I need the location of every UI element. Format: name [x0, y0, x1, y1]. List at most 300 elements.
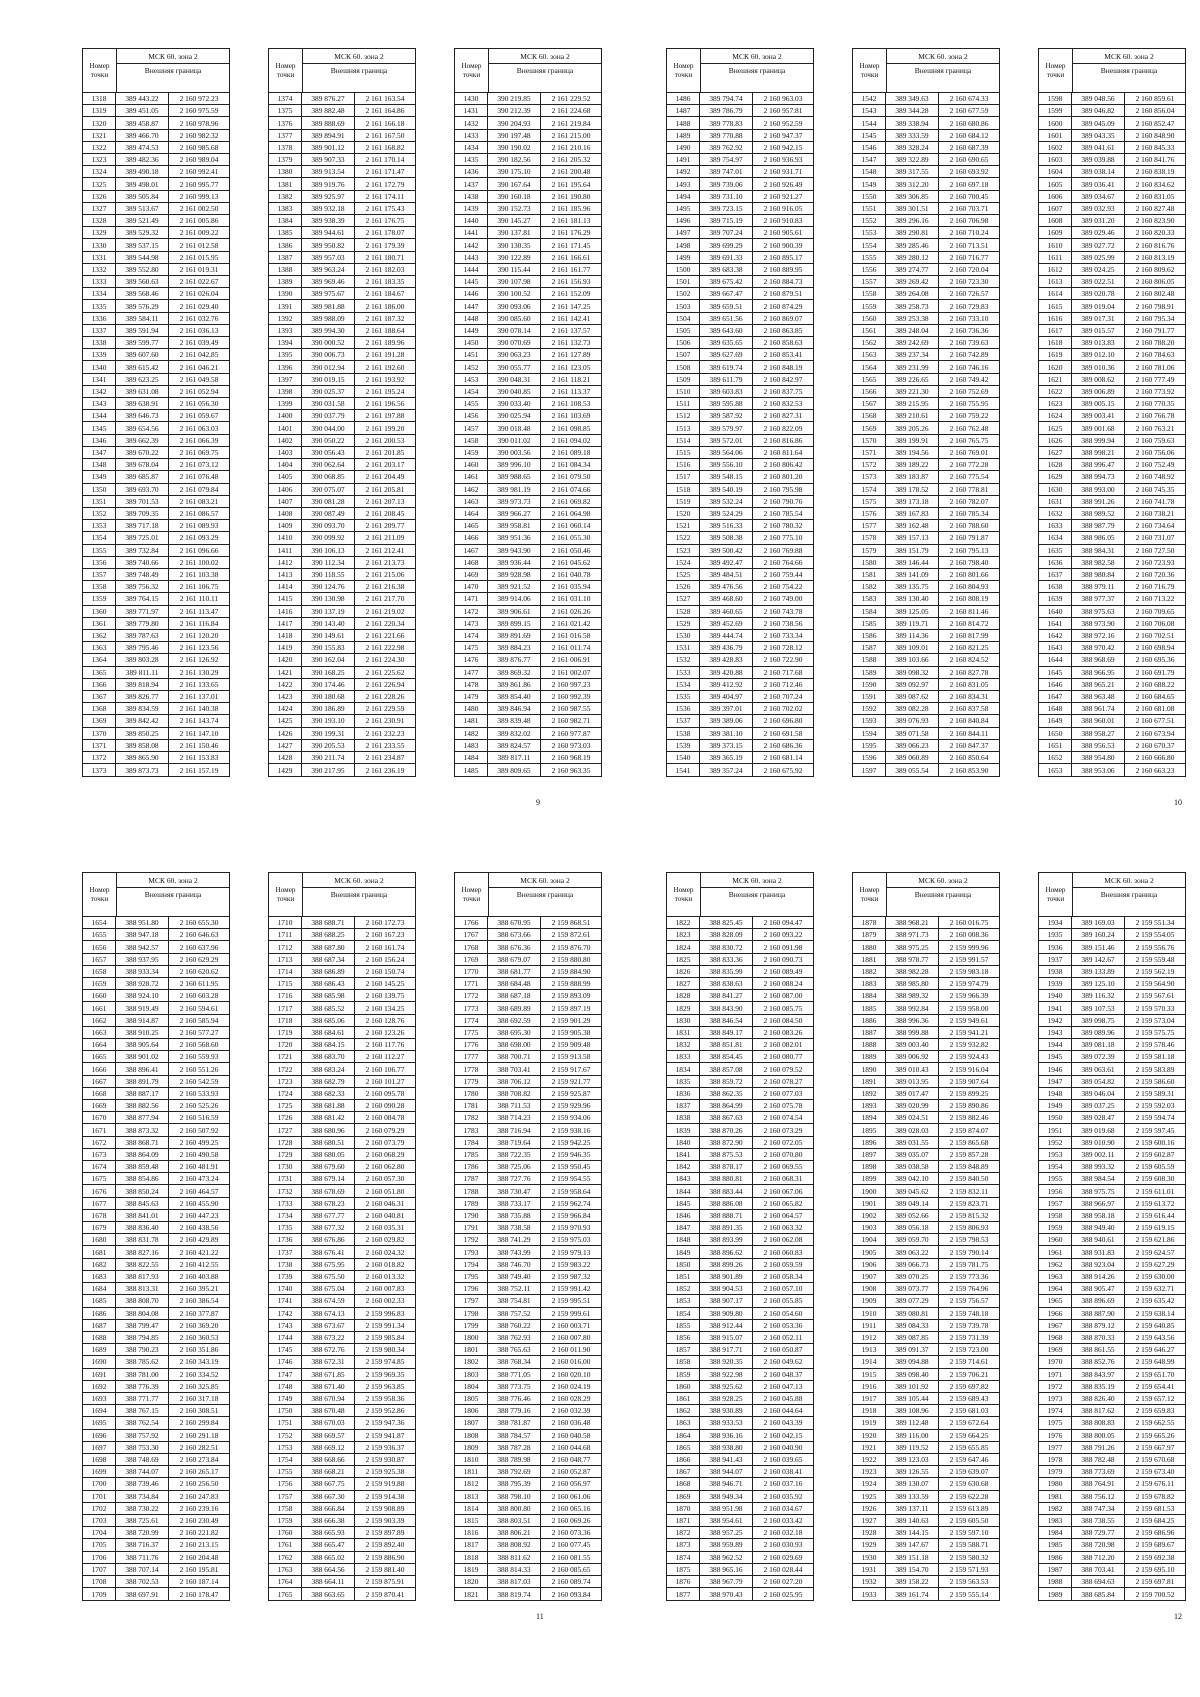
- table-row: [853, 313, 999, 325]
- coordinate-y: 2 159 929.96: [551, 1101, 591, 1111]
- table-row: [1039, 1027, 1185, 1039]
- coordinate-x: 388 748.69: [116, 1454, 169, 1465]
- coordinate-y: 2 161 213.73: [365, 557, 405, 567]
- coordinate-x: 389 811.11: [116, 667, 169, 678]
- coordinate-x: 389 025.99: [1072, 252, 1125, 263]
- coordinate-x: 388 833.36: [700, 954, 753, 965]
- point-number: 1955: [1039, 1173, 1072, 1184]
- coordinate-table: [268, 48, 416, 777]
- point-number: 1598: [1039, 93, 1072, 104]
- point-number: 1740: [269, 1283, 302, 1294]
- point-number: 1913: [853, 1344, 886, 1355]
- coordinate-y: 2 160 273.84: [179, 1455, 219, 1465]
- coordinate-x: 388 795.39: [488, 1478, 541, 1489]
- point-number: 1799: [455, 1320, 488, 1331]
- coordinate-x: 388 973.90: [1072, 618, 1125, 629]
- coordinate-y: 2 160 985.68: [179, 142, 219, 152]
- coordinate-x: 390 186.89: [302, 703, 355, 714]
- table-row: [1039, 1100, 1185, 1112]
- coordinate-x: 388 971.73: [886, 929, 939, 940]
- coordinate-x: 388 963.48: [1072, 691, 1125, 702]
- coordinate-x: 388 996.47: [1072, 459, 1125, 470]
- coordinate-x: 389 943.90: [488, 545, 541, 556]
- table-row: [667, 1539, 813, 1551]
- table-row: [83, 618, 229, 630]
- coordinate-y: 2 161 163.54: [365, 94, 405, 104]
- coordinate-y: 2 161 230.91: [365, 716, 405, 726]
- coordinate-x: 388 687.34: [302, 954, 355, 965]
- point-number: 1450: [455, 337, 488, 348]
- point-number: 1499: [667, 252, 700, 263]
- coordinate-x: 389 709.35: [116, 508, 169, 519]
- coordinate-x: 389 638.91: [116, 398, 169, 409]
- point-number: 1890: [853, 1063, 886, 1074]
- coordinate-x: 389 135.75: [886, 581, 939, 592]
- coordinate-y: 2 161 113.47: [179, 606, 219, 616]
- coordinate-x: 388 722.35: [488, 1149, 541, 1160]
- coordinate-x: 388 685.98: [302, 990, 355, 1001]
- coordinate-y: 2 161 108.53: [551, 399, 591, 409]
- point-number: 1660: [83, 990, 116, 1001]
- coordinate-x: 390 093.70: [302, 520, 355, 531]
- coordinate-x: 389 123.03: [886, 1454, 939, 1465]
- coordinate-y: 2 160 106.77: [365, 1064, 405, 1074]
- point-number: 1950: [1039, 1112, 1072, 1123]
- point-number: 1795: [455, 1271, 488, 1282]
- coordinate-y: 2 159 681.53: [1135, 1503, 1175, 1513]
- point-number: 1668: [83, 1088, 116, 1099]
- coordinate-x: 388 757.52: [488, 1308, 541, 1319]
- coordinate-x: 389 701.53: [116, 496, 169, 507]
- coordinate-x: 389 087.85: [886, 1332, 939, 1343]
- coordinate-y: 2 160 084.78: [365, 1113, 405, 1123]
- coordinate-x: 389 809.65: [488, 764, 541, 776]
- point-number: 1627: [1039, 447, 1072, 458]
- point-number: 1986: [1039, 1552, 1072, 1563]
- point-number: 1603: [1039, 154, 1072, 165]
- coordinate-x: 388 893.99: [700, 1234, 753, 1245]
- table-row: [269, 154, 415, 166]
- point-number: 1346: [83, 435, 116, 446]
- coordinate-y: 2 160 077.03: [763, 1088, 803, 1098]
- coordinate-x: 389 055.54: [886, 764, 939, 776]
- point-number: 1420: [269, 654, 302, 665]
- point-number: 1731: [269, 1173, 302, 1184]
- coordinate-y: 2 160 085.65: [551, 1564, 591, 1574]
- coordinate-y: 2 160 035.31: [365, 1223, 405, 1233]
- coordinate-x: 388 996.36: [886, 1015, 939, 1026]
- coordinate-y: 2 161 063.03: [179, 423, 219, 433]
- coordinate-y: 2 160 074.54: [763, 1113, 803, 1123]
- coordinate-x: 389 084.33: [886, 1320, 939, 1331]
- point-number: 1988: [1039, 1576, 1072, 1587]
- point-number: 1715: [269, 978, 302, 989]
- coordinate-table: [268, 872, 416, 1601]
- coordinate-y: 2 159 975.03: [551, 1235, 591, 1245]
- point-number: 1416: [269, 606, 302, 617]
- coordinate-x: 389 317.55: [886, 166, 939, 177]
- coordinate-x: 388 725.06: [488, 1161, 541, 1172]
- table-row: [83, 1576, 229, 1588]
- point-number: 1341: [83, 374, 116, 385]
- coordinate-y: 2 160 754.22: [763, 582, 803, 592]
- point-number: 1882: [853, 966, 886, 977]
- table-row: [853, 1442, 999, 1454]
- coordinate-x: 390 190.02: [488, 142, 541, 153]
- coordinate-x: 389 957.03: [302, 252, 355, 263]
- point-number: 1741: [269, 1295, 302, 1306]
- coordinate-y: 2 159 897.89: [365, 1528, 405, 1538]
- coordinate-x: 388 819.74: [488, 1588, 541, 1600]
- coordinate-y: 2 160 455.90: [179, 1198, 219, 1208]
- point-number: 1917: [853, 1393, 886, 1404]
- table-row: [1039, 422, 1185, 434]
- point-number: 1825: [667, 954, 700, 965]
- point-number: 1957: [1039, 1198, 1072, 1209]
- table-row: [83, 142, 229, 154]
- point-number: 1587: [853, 642, 886, 653]
- coordinate-y: 2 160 533.93: [179, 1088, 219, 1098]
- coordinate-x: 390 211.74: [302, 752, 355, 763]
- coordinate-y: 2 159 616.44: [1135, 1210, 1175, 1220]
- table-row: [83, 215, 229, 227]
- point-number: 1915: [853, 1369, 886, 1380]
- coordinate-y: 2 160 992.41: [179, 167, 219, 177]
- coordinate-x: 388 712.20: [1072, 1552, 1125, 1563]
- table-row: [455, 166, 601, 178]
- coordinate-table: [454, 872, 602, 1601]
- coordinate-x: 388 956.53: [1072, 740, 1125, 751]
- coordinate-y: 2 159 697.81: [1135, 1577, 1175, 1587]
- table-row: [269, 1185, 415, 1197]
- coordinate-x: 389 010.90: [1072, 1137, 1125, 1148]
- point-number: 1436: [455, 166, 488, 177]
- coordinate-y: 2 160 963.03: [763, 94, 803, 104]
- point-number: 1777: [455, 1051, 488, 1062]
- table-row: [269, 990, 415, 1002]
- point-number: 1744: [269, 1332, 302, 1343]
- coordinate-y: 2 159 580.32: [949, 1552, 989, 1562]
- point-number: 1526: [667, 581, 700, 592]
- coordinate-y: 2 159 890.86: [949, 1101, 989, 1111]
- coordinate-y: 2 160 282.51: [179, 1442, 219, 1452]
- point-number: 1543: [853, 105, 886, 116]
- table-row: [83, 1515, 229, 1527]
- coordinate-x: 388 719.64: [488, 1137, 541, 1148]
- point-number: 1500: [667, 264, 700, 275]
- point-number: 1356: [83, 557, 116, 568]
- coordinate-y: 2 160 869.07: [763, 313, 803, 323]
- table-row: [455, 178, 601, 190]
- coordinate-x: 390 040.85: [488, 386, 541, 397]
- coordinate-x: 388 680.05: [302, 1149, 355, 1160]
- point-number: 1927: [853, 1515, 886, 1526]
- point-number: 1492: [667, 166, 700, 177]
- coordinate-x: 388 725.61: [116, 1515, 169, 1526]
- coordinate-y: 2 161 069.82: [551, 496, 591, 506]
- table-row: [667, 1222, 813, 1234]
- point-number: 1866: [667, 1454, 700, 1465]
- coordinate-y: 2 160 817.99: [949, 631, 989, 641]
- point-number: 1829: [667, 1002, 700, 1013]
- coordinate-y: 2 161 093.29: [179, 533, 219, 543]
- point-number: 1761: [269, 1539, 302, 1550]
- coordinate-y: 2 159 925.87: [551, 1088, 591, 1098]
- table-row: [667, 264, 813, 276]
- point-number: 1892: [853, 1088, 886, 1099]
- coordinate-x: 388 870.33: [1072, 1332, 1125, 1343]
- coordinate-x: 389 098.40: [886, 1369, 939, 1380]
- coordinate-x: 388 868.71: [116, 1137, 169, 1148]
- table-row: [667, 1527, 813, 1539]
- point-number: 1441: [455, 227, 488, 238]
- point-number: 1581: [853, 569, 886, 580]
- coordinate-y: 2 159 555.14: [949, 1589, 989, 1599]
- coordinate-y: 2 160 842.97: [763, 374, 803, 384]
- coordinate-x: 388 782.48: [1072, 1454, 1125, 1465]
- coordinate-y: 2 160 837.75: [763, 386, 803, 396]
- point-number: 1624: [1039, 410, 1072, 421]
- table-row: [269, 374, 415, 386]
- table-row: [853, 215, 999, 227]
- coordinate-x: 389 076.93: [886, 715, 939, 726]
- table-row: [269, 593, 415, 605]
- coordinate-x: 388 849.17: [700, 1027, 753, 1038]
- coordinate-x: 388 841.27: [700, 990, 753, 1001]
- table-row: [269, 1491, 415, 1503]
- table-row: [1039, 1112, 1185, 1124]
- coordinate-x: 388 789.98: [488, 1454, 541, 1465]
- coordinate-y: 2 161 126.92: [179, 655, 219, 665]
- coordinate-y: 2 159 840.50: [949, 1174, 989, 1184]
- coordinate-x: 390 055.77: [488, 361, 541, 372]
- coordinate-x: 389 253.38: [886, 313, 939, 324]
- coordinate-x: 389 958.81: [488, 520, 541, 531]
- coordinate-y: 2 161 219.84: [551, 118, 591, 128]
- point-number: 1467: [455, 545, 488, 556]
- point-number: 1938: [1039, 966, 1072, 977]
- table-row: [1039, 1198, 1185, 1210]
- coordinate-y: 2 159 966.39: [949, 991, 989, 1001]
- point-number: 1553: [853, 227, 886, 238]
- coordinate-x: 390 085.60: [488, 313, 541, 324]
- point-number: 1359: [83, 593, 116, 604]
- point-number: 1524: [667, 557, 700, 568]
- table-row: [853, 618, 999, 630]
- table-row: [455, 520, 601, 532]
- coordinate-y: 2 160 827.31: [763, 411, 803, 421]
- point-number: 1705: [83, 1539, 116, 1550]
- table-row: [455, 1454, 601, 1466]
- point-number: 1495: [667, 203, 700, 214]
- table-row: [455, 752, 601, 764]
- coordinate-x: 388 923.04: [1072, 1259, 1125, 1270]
- point-number: 1947: [1039, 1076, 1072, 1087]
- table-row: [667, 361, 813, 373]
- coordinate-x: 388 776.46: [488, 1393, 541, 1404]
- point-number: 1339: [83, 349, 116, 360]
- table-row: [1039, 990, 1185, 1002]
- coordinate-x: 389 373.15: [700, 740, 753, 751]
- table-row: [83, 581, 229, 593]
- point-number: 1891: [853, 1076, 886, 1087]
- point-number: 1497: [667, 227, 700, 238]
- point-number: 1496: [667, 215, 700, 226]
- coordinate-x: 389 646.73: [116, 410, 169, 421]
- table-row: [269, 1002, 415, 1014]
- table-row: [455, 288, 601, 300]
- point-number: 1670: [83, 1112, 116, 1123]
- point-number: 1462: [455, 484, 488, 495]
- point-number: 1458: [455, 435, 488, 446]
- table-row: [853, 1234, 999, 1246]
- point-number: 1551: [853, 203, 886, 214]
- coordinate-y: 2 159 630.00: [1135, 1271, 1175, 1281]
- table-row: [269, 215, 415, 227]
- coordinate-x: 388 859.48: [116, 1161, 169, 1172]
- table-row: [1039, 288, 1185, 300]
- point-number: 1606: [1039, 191, 1072, 202]
- point-number: 1949: [1039, 1100, 1072, 1111]
- table-row: [853, 361, 999, 373]
- point-number: 1790: [455, 1210, 488, 1221]
- coordinate-x: 388 959.89: [700, 1539, 753, 1550]
- coordinate-y: 2 160 078.27: [763, 1076, 803, 1086]
- table-row: [455, 1503, 601, 1515]
- table-row: [83, 1417, 229, 1429]
- table-row: [667, 966, 813, 978]
- table-row: [667, 1576, 813, 1588]
- coordinate-x: 389 891.69: [488, 630, 541, 641]
- coordinate-x: 389 397.01: [700, 703, 753, 714]
- point-number: 1973: [1039, 1393, 1072, 1404]
- table-row: [455, 1466, 601, 1478]
- table-row: [269, 1271, 415, 1283]
- table-row: [83, 1246, 229, 1258]
- point-number: 1556: [853, 264, 886, 275]
- coordinate-x: 388 716.37: [116, 1539, 169, 1550]
- table-row: [853, 1222, 999, 1234]
- table-row: [83, 1015, 229, 1027]
- table-row: [455, 374, 601, 386]
- point-number: 1851: [667, 1271, 700, 1282]
- coordinate-y: 2 160 795.98: [763, 484, 803, 494]
- table-row: [455, 1356, 601, 1368]
- coordinate-x: 388 975.25: [886, 941, 939, 952]
- coordinate-y: 2 160 743.78: [763, 606, 803, 616]
- coordinate-x: 389 484.51: [700, 569, 753, 580]
- table-row: [83, 130, 229, 142]
- point-number: 1748: [269, 1381, 302, 1392]
- point-number: 1519: [667, 496, 700, 507]
- coordinate-y: 2 160 187.14: [179, 1577, 219, 1587]
- point-number: 1421: [269, 667, 302, 678]
- coordinate-x: 388 700.71: [488, 1051, 541, 1062]
- table-row: [1039, 1259, 1185, 1271]
- table-row: [269, 276, 415, 288]
- point-number: 1604: [1039, 166, 1072, 177]
- coordinate-y: 2 160 690.65: [949, 155, 989, 165]
- coordinate-y: 2 160 816.86: [763, 435, 803, 445]
- coordinate-x: 389 328.24: [886, 142, 939, 153]
- point-number: 1780: [455, 1088, 488, 1099]
- point-number: 1390: [269, 288, 302, 299]
- coordinate-x: 390 056.43: [302, 447, 355, 458]
- table-row: [455, 337, 601, 349]
- coordinate-x: 389 824.57: [488, 740, 541, 751]
- table-row: [1039, 1430, 1185, 1442]
- coordinate-x: 388 951.98: [700, 1503, 753, 1514]
- point-number: 1811: [455, 1466, 488, 1477]
- coordinate-x: 389 876.77: [488, 654, 541, 665]
- table-row: [455, 325, 601, 337]
- coordinate-x: 390 107.98: [488, 276, 541, 287]
- table-row: [853, 1210, 999, 1222]
- table-row: [269, 642, 415, 654]
- table-row: [853, 410, 999, 422]
- table-row: [455, 484, 601, 496]
- table-row: [1039, 1356, 1185, 1368]
- point-number: 1575: [853, 496, 886, 507]
- table-row: [667, 740, 813, 752]
- coordinate-y: 2 160 048.37: [763, 1369, 803, 1379]
- point-number: 1752: [269, 1430, 302, 1441]
- point-number: 1512: [667, 410, 700, 421]
- coordinate-y: 2 160 804.93: [949, 582, 989, 592]
- coordinate-y: 2 161 120.20: [179, 631, 219, 641]
- coordinate-y: 2 160 040.90: [763, 1442, 803, 1452]
- coordinate-y: 2 159 681.03: [949, 1406, 989, 1416]
- table-row: [269, 1369, 415, 1381]
- coordinate-x: 388 899.26: [700, 1259, 753, 1270]
- point-number: 1518: [667, 484, 700, 495]
- table-row: [1039, 1161, 1185, 1173]
- coordinate-x: 388 822.55: [116, 1259, 169, 1270]
- coordinate-x: 389 888.69: [302, 117, 355, 128]
- coordinate-y: 2 160 421.22: [179, 1247, 219, 1257]
- coordinate-x: 389 063.22: [886, 1246, 939, 1257]
- point-number: 1348: [83, 459, 116, 470]
- coordinate-y: 2 159 949.61: [949, 1015, 989, 1025]
- table-row: [667, 1015, 813, 1027]
- table-row: [667, 728, 813, 740]
- coordinate-x: 388 670.94: [302, 1393, 355, 1404]
- coordinate-y: 2 160 369.20: [179, 1320, 219, 1330]
- coordinate-y: 2 160 853.41: [763, 350, 803, 360]
- coordinate-x: 389 381.10: [700, 728, 753, 739]
- point-number: 1816: [455, 1527, 488, 1538]
- point-number: 1939: [1039, 978, 1072, 989]
- point-number: 1601: [1039, 130, 1072, 141]
- point-number: 1682: [83, 1259, 116, 1270]
- table-row: [1039, 691, 1185, 703]
- coordinate-x: 388 896.69: [1072, 1295, 1125, 1306]
- table-row: [455, 1588, 601, 1600]
- coordinate-x: 388 800.05: [1072, 1430, 1125, 1441]
- coordinate-y: 2 159 806.93: [949, 1223, 989, 1233]
- coordinate-y: 2 161 156.93: [551, 277, 591, 287]
- coordinate-y: 2 160 016.75: [949, 918, 989, 928]
- coordinate-y: 2 159 925.38: [365, 1467, 405, 1477]
- point-number: 1781: [455, 1100, 488, 1111]
- point-number: 1463: [455, 496, 488, 507]
- coordinate-y: 2 159 613.89: [949, 1503, 989, 1513]
- coordinate-x: 389 740.66: [116, 557, 169, 568]
- coordinate-x: 390 037.79: [302, 410, 355, 421]
- point-number: 1354: [83, 532, 116, 543]
- point-number: 1644: [1039, 654, 1072, 665]
- table-row: [1039, 1185, 1185, 1197]
